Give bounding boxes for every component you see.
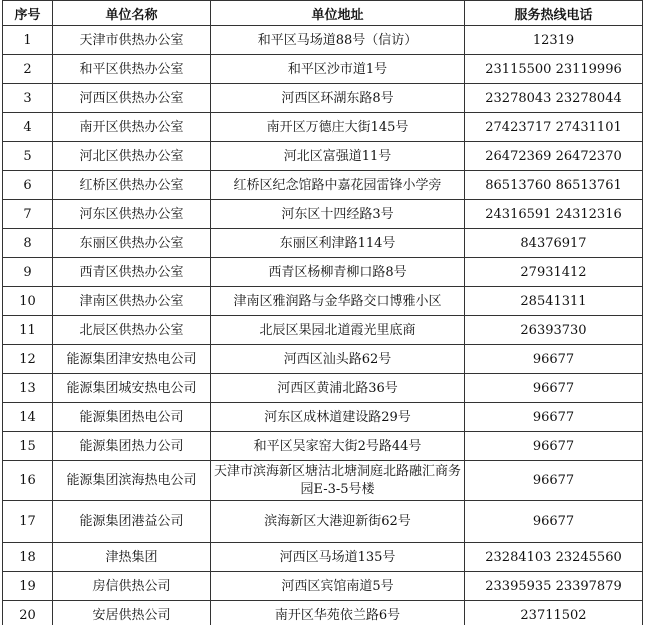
table-row: [3, 55, 643, 84]
cell-service-hotline: 23711502: [465, 601, 643, 625]
table-row: [3, 26, 643, 55]
cell-serial-number: 12: [3, 345, 53, 374]
cell-unit-name: 能源集团热力公司: [53, 432, 211, 461]
cell-serial-number: 9: [3, 258, 53, 287]
cell-service-hotline: 26393730: [465, 316, 643, 345]
cell-unit-address: 河西区汕头路62号: [211, 345, 465, 374]
table-row: [3, 403, 643, 432]
cell-serial-number: 6: [3, 171, 53, 200]
cell-serial-number: 4: [3, 113, 53, 142]
table-row: [3, 287, 643, 316]
table-header-row: [3, 1, 643, 26]
cell-unit-address: 河东区成林道建设路29号: [211, 403, 465, 432]
table-row: [3, 316, 643, 345]
header-unit-name: 单位名称: [53, 1, 211, 26]
cell-unit-name: 东丽区供热办公室: [53, 229, 211, 258]
cell-service-hotline: 96677: [465, 374, 643, 403]
cell-service-hotline: 96677: [465, 345, 643, 374]
cell-serial-number: 1: [3, 26, 53, 55]
cell-unit-name: 河西区供热办公室: [53, 84, 211, 113]
table-row: [3, 543, 643, 572]
cell-unit-address: 河东区十四经路3号: [211, 200, 465, 229]
table-row: [3, 200, 643, 229]
cell-unit-name: 和平区供热办公室: [53, 55, 211, 84]
cell-unit-name: 能源集团滨海热电公司: [53, 461, 211, 501]
cell-unit-address: 西青区杨柳青柳口路8号: [211, 258, 465, 287]
cell-unit-address: 津南区雅润路与金华路交口博雅小区: [211, 287, 465, 316]
header-service-hotline: 服务热线电话: [465, 1, 643, 26]
table-row: [3, 601, 643, 625]
cell-unit-address: 南开区万德庄大街145号: [211, 113, 465, 142]
cell-unit-address: 东丽区利津路114号: [211, 229, 465, 258]
cell-serial-number: 10: [3, 287, 53, 316]
cell-unit-address: 河北区富强道11号: [211, 142, 465, 171]
cell-service-hotline: 96677: [465, 403, 643, 432]
cell-unit-address: 和平区马场道88号（信访）: [211, 26, 465, 55]
cell-service-hotline: 96677: [465, 432, 643, 461]
cell-service-hotline: 96677: [465, 461, 643, 501]
table-row: [3, 345, 643, 374]
cell-service-hotline: 26472369 26472370: [465, 142, 643, 171]
cell-serial-number: 11: [3, 316, 53, 345]
table-row: [3, 229, 643, 258]
cell-unit-name: 能源集团城安热电公司: [53, 374, 211, 403]
cell-unit-name: 能源集团港益公司: [53, 501, 211, 543]
cell-unit-name: 房信供热公司: [53, 572, 211, 601]
cell-serial-number: 20: [3, 601, 53, 625]
cell-service-hotline: 12319: [465, 26, 643, 55]
table-row: [3, 171, 643, 200]
cell-unit-name: 安居供热公司: [53, 601, 211, 625]
cell-serial-number: 5: [3, 142, 53, 171]
cell-unit-name: 能源集团津安热电公司: [53, 345, 211, 374]
cell-unit-address: 河西区黄浦北路36号: [211, 374, 465, 403]
cell-serial-number: 19: [3, 572, 53, 601]
cell-unit-name: 西青区供热办公室: [53, 258, 211, 287]
cell-serial-number: 2: [3, 55, 53, 84]
cell-unit-name: 能源集团热电公司: [53, 403, 211, 432]
cell-service-hotline: 23395935 23397879: [465, 572, 643, 601]
cell-serial-number: 16: [3, 461, 53, 501]
cell-serial-number: 14: [3, 403, 53, 432]
cell-serial-number: 17: [3, 501, 53, 543]
cell-unit-name: 北辰区供热办公室: [53, 316, 211, 345]
cell-service-hotline: 84376917: [465, 229, 643, 258]
table-row: [3, 113, 643, 142]
cell-unit-address: 和平区沙市道1号: [211, 55, 465, 84]
cell-unit-address: 北辰区果园北道霞光里底商: [211, 316, 465, 345]
cell-unit-address: 滨海新区大港迎新街62号: [211, 501, 465, 543]
cell-unit-address: 和平区吴家窑大街2号路44号: [211, 432, 465, 461]
table-row: [3, 501, 643, 543]
cell-serial-number: 3: [3, 84, 53, 113]
cell-unit-name: 津南区供热办公室: [53, 287, 211, 316]
cell-service-hotline: 27931412: [465, 258, 643, 287]
cell-unit-name: 河北区供热办公室: [53, 142, 211, 171]
cell-service-hotline: 23115500 23119996: [465, 55, 643, 84]
table-row: [3, 142, 643, 171]
cell-service-hotline: 23284103 23245560: [465, 543, 643, 572]
table-row: [3, 432, 643, 461]
cell-unit-address: 河西区宾馆南道5号: [211, 572, 465, 601]
cell-service-hotline: 28541311: [465, 287, 643, 316]
cell-unit-name: 天津市供热办公室: [53, 26, 211, 55]
cell-serial-number: 13: [3, 374, 53, 403]
cell-serial-number: 18: [3, 543, 53, 572]
cell-unit-name: 津热集团: [53, 543, 211, 572]
header-serial-number: 序号: [3, 1, 53, 26]
cell-unit-address: 南开区华苑依兰路6号: [211, 601, 465, 625]
table-body: [3, 26, 643, 625]
header-unit-address: 单位地址: [211, 1, 465, 26]
cell-service-hotline: 27423717 27431101: [465, 113, 643, 142]
table-row: [3, 84, 643, 113]
table-row: [3, 461, 643, 501]
cell-service-hotline: 24316591 24312316: [465, 200, 643, 229]
cell-unit-name: 红桥区供热办公室: [53, 171, 211, 200]
heating-office-table: [2, 0, 643, 625]
table-row: [3, 258, 643, 287]
cell-serial-number: 8: [3, 229, 53, 258]
cell-serial-number: 7: [3, 200, 53, 229]
cell-unit-address: 河西区环湖东路8号: [211, 84, 465, 113]
cell-service-hotline: 86513760 86513761: [465, 171, 643, 200]
cell-serial-number: 15: [3, 432, 53, 461]
table-row: [3, 374, 643, 403]
cell-service-hotline: 96677: [465, 501, 643, 543]
table-row: [3, 572, 643, 601]
cell-unit-name: 河东区供热办公室: [53, 200, 211, 229]
cell-service-hotline: 23278043 23278044: [465, 84, 643, 113]
cell-unit-address: 天津市滨海新区塘沽北塘洞庭北路融汇商务园E-3-5号楼: [211, 461, 465, 501]
cell-unit-address: 红桥区纪念馆路中嘉花园雷锋小学旁: [211, 171, 465, 200]
cell-unit-name: 南开区供热办公室: [53, 113, 211, 142]
cell-unit-address: 河西区马场道135号: [211, 543, 465, 572]
